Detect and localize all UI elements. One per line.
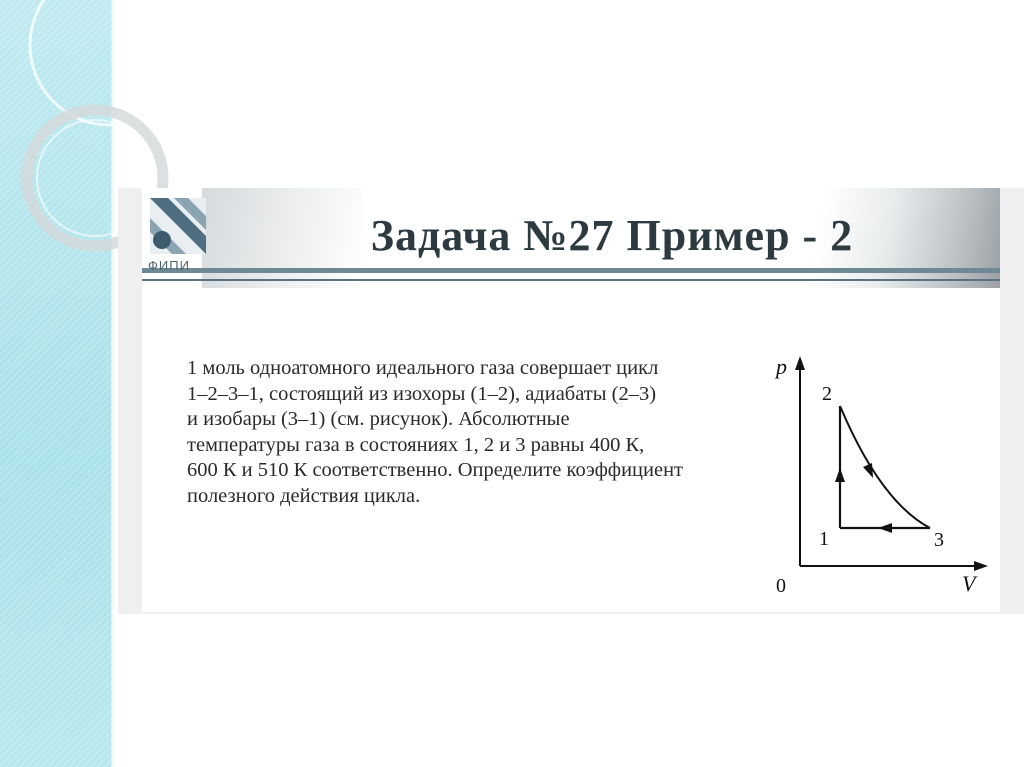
problem-statement: 1 моль одноатомного идеального газа совершает цикл 1–2–3–1, состоящий из изохоры (1–2), адиабаты (2–3) и изобары (3–1) (см. рисунок). Абсолютные температуры газа в состояниях 1, 2 и 3 равны 400 К, 600 К и 510 К соответственно. Определите коэффициент полезного действия цикла. [187,357,684,507]
point-1-label: 1 [819,528,829,550]
header-rule [142,268,1000,273]
fipi-logo-icon [148,196,208,256]
origin-label: 0 [776,575,786,597]
x-axis-arrow [974,561,988,571]
point-2-label: 2 [822,383,832,405]
arrow-3-1 [878,523,892,533]
y-axis-arrow [795,356,805,370]
adiabat-2-3 [840,406,930,528]
slide-title: Задача №27 Пример - 2 [370,211,854,260]
pv-cycle-diagram [762,348,992,598]
axis-x-label: V [962,571,976,596]
axis-y-label: p [776,354,787,379]
content-panel [118,188,1024,614]
arrow-1-2 [835,468,845,482]
fipi-logo-text: ФИПИ [148,258,190,273]
point-3-label: 3 [934,529,944,551]
content-panel-inner [142,188,1000,612]
arrow-2-3 [863,463,873,478]
header-rule-thin [142,279,1000,281]
